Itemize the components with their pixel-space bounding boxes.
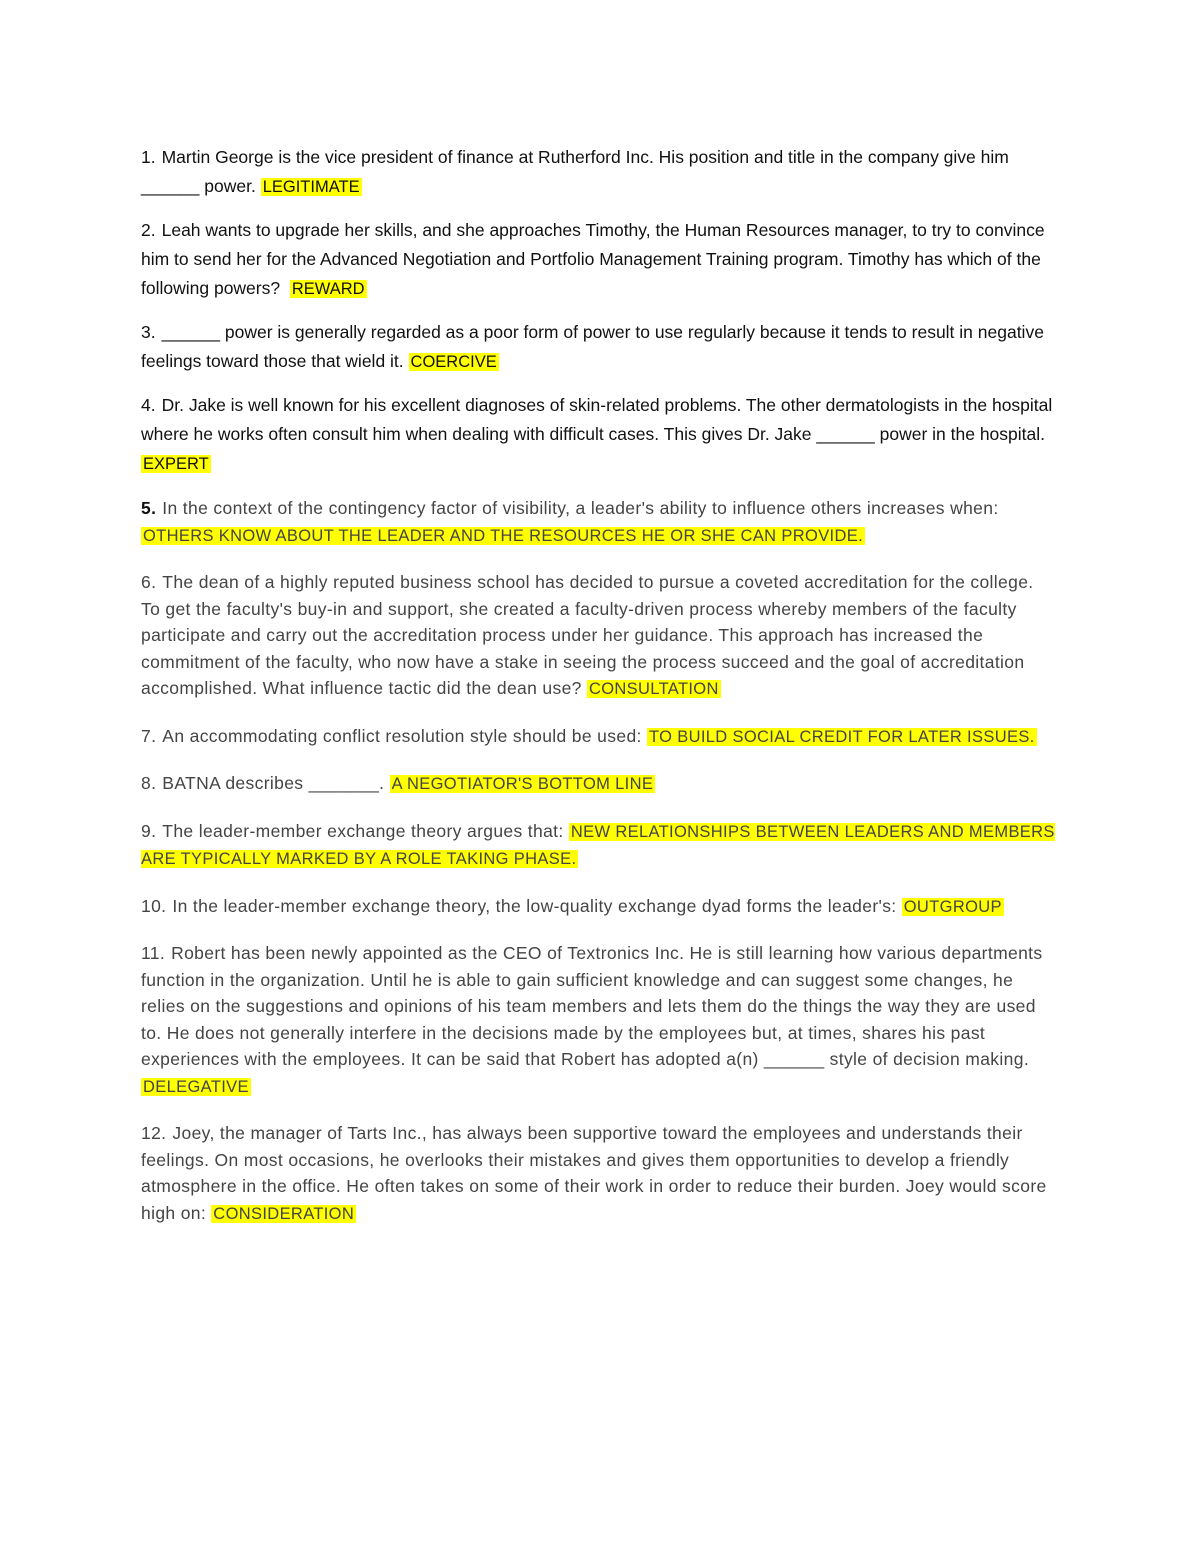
answer-highlight: TO BUILD SOCIAL CREDIT FOR LATER ISSUES.	[648, 727, 1035, 746]
question-10	[141, 893, 1056, 921]
question-text: Leah wants to upgrade her skills, and she approaches Timothy, the Human Resources manager, to try to convince him to send her for the Advanced Negotiation and Portfolio Management Training program. Timothy has which of the following powers?	[141, 220, 1045, 298]
question-2	[141, 216, 1056, 304]
question-number: 6.	[141, 572, 157, 592]
question-text: An accommodating conflict resolution style should be used:	[162, 725, 642, 746]
question-8	[141, 770, 1056, 798]
question-number: 12.	[141, 1123, 167, 1143]
answer-highlight: DELEGATIVE	[143, 1077, 249, 1096]
question-number: 7.	[141, 725, 157, 746]
answer-highlight: OTHERS KNOW ABOUT THE LEADER AND THE RESOURCES HE OR SHE CAN PROVIDE.	[143, 526, 864, 545]
question-1	[141, 143, 1056, 202]
answer-highlight: COERCIVE	[410, 353, 497, 371]
question-5	[141, 495, 1056, 549]
question-number: 3.	[141, 322, 156, 342]
question-7	[141, 723, 1056, 751]
question-text: The leader-member exchange theory argues that:	[162, 820, 564, 841]
question-text: Dr. Jake is well known for his excellent diagnoses of skin-related problems. The other dermatologists in the hospital where he works often consult him when dealing with difficult cases. This gives Dr. Jake ______ power in the hospital.	[141, 395, 1053, 444]
question-list	[141, 143, 1056, 1247]
question-text: ______ power is generally regarded as a poor form of power to use regularly because it tends to result in negative feelings toward those that wield it.	[141, 322, 1044, 371]
question-number: 9.	[141, 820, 157, 841]
answer-highlight: REWARD	[291, 280, 365, 298]
question-text: Martin George is the vice president of finance at Rutherford Inc. His position and title in the company give him ______ power.	[141, 147, 1009, 196]
question-number: 2.	[141, 220, 156, 240]
question-3	[141, 318, 1056, 377]
question-4	[141, 391, 1056, 479]
question-text: Robert has been newly appointed as the CEO of Textronics Inc. He is still learning how various departments function in the organization. Until he is able to gain sufficient knowledge and can suggest some changes, he relies on the suggestions and opinions of his team members and lets them do the things the way they are used to. He does not generally interfere in the decisions made by the employees but, at times, shares his past experiences with the employees. It can be said that Robert has adopted a(n) ______ style of decision making.	[141, 943, 1043, 1069]
question-12	[141, 1120, 1056, 1227]
question-number: 10.	[141, 895, 167, 916]
answer-highlight: NEW RELATIONSHIPS BETWEEN LEADERS AND MEMBERS ARE TYPICALLY MARKED BY A ROLE TAKING PHASE.	[141, 822, 1055, 868]
question-text: In the leader-member exchange theory, the low-quality exchange dyad forms the leader's:	[172, 895, 897, 916]
question-number: 1.	[141, 147, 156, 167]
answer-highlight: EXPERT	[143, 455, 209, 473]
question-number: 11.	[141, 943, 166, 963]
question-number: 8.	[141, 773, 157, 793]
answer-highlight: LEGITIMATE	[262, 178, 360, 196]
question-number: 4.	[141, 395, 156, 415]
question-text: In the context of the contingency factor of visibility, a leader's ability to influence others increases when:	[162, 498, 999, 518]
question-text: Joey, the manager of Tarts Inc., has always been supportive toward the employees and understands their feelings. On most occasions, he overlooks their mistakes and gives them opportunities to develop a friendly atmosphere in the office. He often takes on some of their work in order to reduce their burden. Joey would score high on:	[141, 1123, 1047, 1223]
question-text: The dean of a highly reputed business school has decided to pursue a coveted accreditation for the college. To get the faculty's buy-in and support, she created a faculty-driven process whereby members of the faculty participate and carry out the accreditation process under her guidance. This approach has increased the commitment of the faculty, who now have a stake in seeing the process succeed and the goal of accreditation accomplished. What influence tactic did the dean use?	[141, 572, 1034, 698]
answer-highlight: A NEGOTIATOR'S BOTTOM LINE	[391, 775, 654, 793]
question-9	[141, 818, 1056, 873]
answer-highlight: CONSULTATION	[588, 680, 719, 698]
answer-highlight: CONSIDERATION	[213, 1204, 355, 1223]
question-number: 5.	[141, 498, 157, 518]
question-6	[141, 569, 1056, 703]
question-text: BATNA describes _______.	[162, 773, 385, 793]
answer-highlight: OUTGROUP	[903, 897, 1002, 916]
question-11	[141, 940, 1056, 1100]
